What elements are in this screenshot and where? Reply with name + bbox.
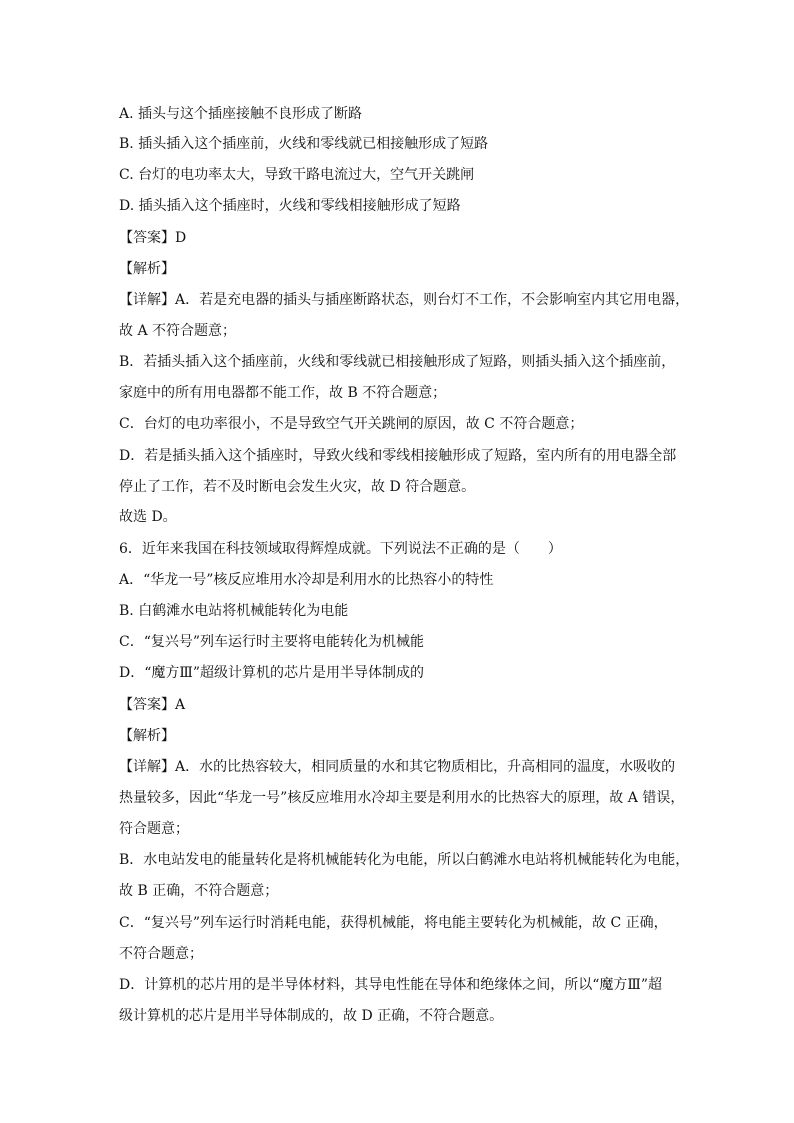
option-d-line: D．“魔方Ⅲ”超级计算机的芯片是用半导体制成的 (119, 665, 425, 681)
option-b-line: B. 插头插入这个插座前，火线和零线就已相接触形成了短路 (119, 136, 489, 152)
analysis-heading: 【解析】 (119, 728, 175, 744)
explanation-line: 故 B 正确，不符合题意； (119, 883, 279, 899)
explanation-line: D．计算机的芯片用的是半导体材料，其导电性能在导体和绝缘体之间，所以“魔方Ⅲ”超 (119, 977, 663, 993)
option-c-line: C．“复兴号”列车运行时主要将电能转化为机械能 (119, 634, 425, 650)
explanation-line: 不符合题意； (119, 946, 203, 962)
conclusion-line: 故选 D。 (119, 509, 177, 525)
explanation-line: 停止了工作，若不及时断电会发生火灾，故 D 符合题意。 (119, 479, 476, 495)
explanation-line: 符合题意； (119, 821, 189, 837)
analysis-heading: 【解析】 (119, 261, 175, 277)
option-c-line: C. 台灯的电功率太大，导致干路电流过大，空气开关跳闸 (119, 167, 475, 183)
explanation-line: 家庭中的所有用电器都不能工作，故 B 不符合题意； (119, 385, 447, 401)
explanation-line: 【详解】A．水的比热容较大，相同质量的水和其它物质相比，升高相同的温度，水吸收的 (119, 759, 676, 775)
option-a-line: A．“华龙一号”核反应堆用水冷却是利用水的比热容小的特性 (119, 572, 494, 588)
option-a-line: A. 插头与这个插座接触不良形成了断路 (119, 106, 363, 122)
explanation-line: C．台灯的电功率很小，不是导致空气开关跳闸的原因，故 C 不符合题意； (119, 416, 584, 432)
explanation-line: 级计算机的芯片是用半导体制成的，故 D 正确，不符合题意。 (119, 1008, 504, 1024)
explanation-line: D．若是插头插入这个插座时，导致火线和零线相接触形成了短路，室内所有的用电器全部 (119, 448, 677, 464)
explanation-line: C．“复兴号”列车运行时消耗电能，获得机械能，将电能主要转化为机械能，故 C 正确， (119, 915, 668, 931)
question-6-stem: 6．近年来我国在科技领域取得辉煌成就。下列说法不正确的是（ ） (119, 541, 562, 557)
explanation-line: 热量较多，因此“华龙一号”核反应堆用水冷却主要是利用水的比热容大的原理，故 A 错误， (119, 790, 685, 806)
answer-line: 【答案】D (119, 230, 187, 246)
explanation-line: 【详解】A．若是充电器的插头与插座断路状态，则台灯不工作，不会影响室内其它用电器， (119, 292, 690, 308)
explanation-line: B．水电站发电的能量转化是将机械能转化为电能，所以白鹤滩水电站将机械能转化为电能， (119, 852, 690, 868)
explanation-line: B．若插头插入这个插座前，火线和零线就已相接触形成了短路，则插头插入这个插座前， (119, 354, 676, 370)
explanation-line: 故 A 不符合题意； (119, 323, 237, 339)
option-d-line: D. 插头插入这个插座时，火线和零线相接触形成了短路 (119, 198, 461, 214)
option-b-line: B. 白鹤滩水电站将机械能转化为电能 (119, 603, 349, 619)
answer-line: 【答案】A (119, 697, 186, 713)
